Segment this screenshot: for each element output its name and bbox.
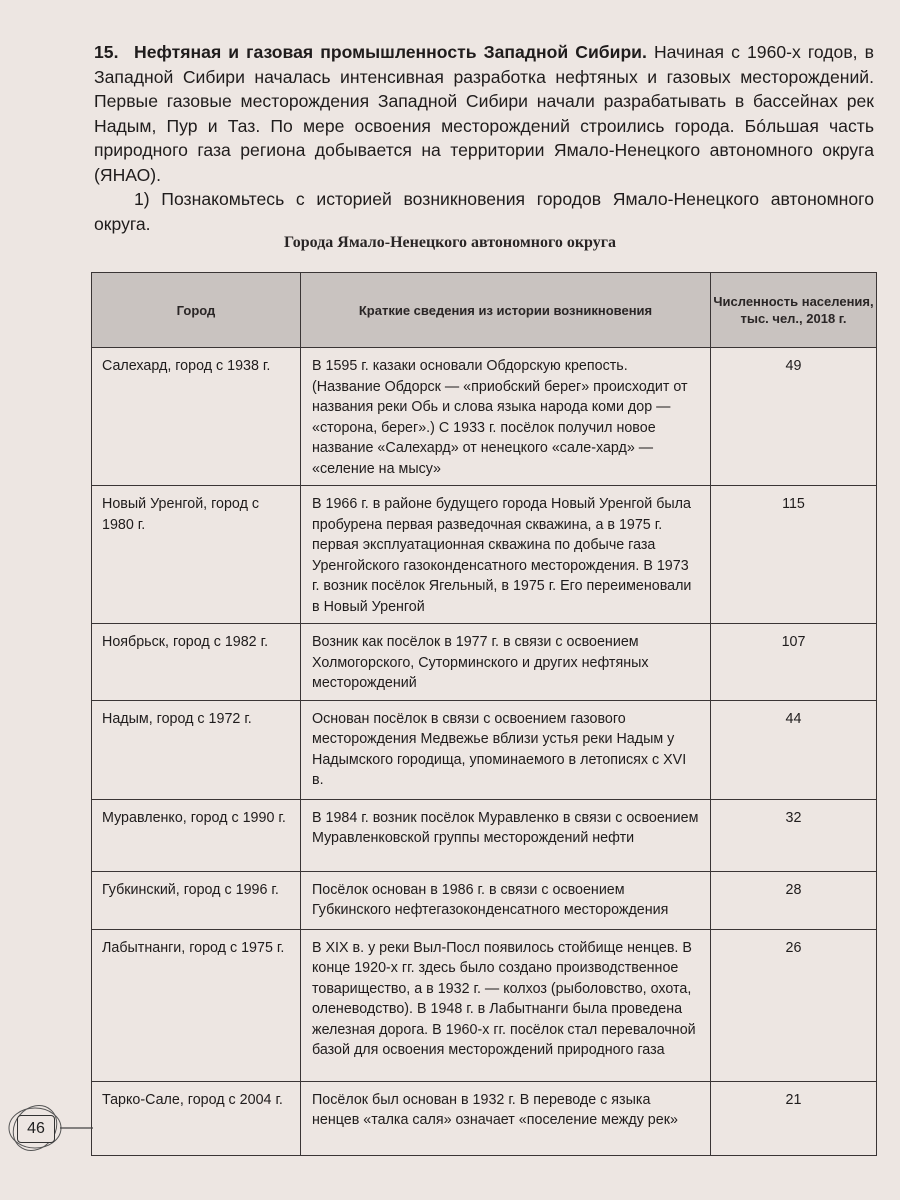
population-cell: 115	[711, 486, 877, 624]
population-cell: 26	[711, 929, 877, 1081]
history-cell: Основан посёлок в связи с освоением газового месторождения Медвежье вблизи устья реки Надым у Надымского городища, упоминаемого в летописях с XVI в.	[301, 700, 711, 799]
population-cell: 28	[711, 871, 877, 929]
history-cell: Посёлок был основан в 1932 г. В переводе с языка ненцев «талка саля» означает «поселение между рек»	[301, 1081, 711, 1155]
history-cell: В 1966 г. в районе будущего города Новый Уренгой была пробурена первая разведочная скважина, а в 1975 г. первая эксплуатационная скважина по добыче газа Уренгойского газоконденсатного месторождения. В 1973 г. возник посёлок Ягельный, в 1975 г. Его переименовали в Новый Уренгой	[301, 486, 711, 624]
table-row	[92, 1081, 877, 1155]
header-population: Численность населения, тыс. чел., 2018 г.	[711, 273, 877, 348]
history-cell: В 1595 г. казаки основали Обдорскую крепость. (Название Обдорск — «приобский берег» происходит от названия реки Обь и слова языка народа коми дор — «сторона, берег».) С 1933 г. посёлок получил новое название «Салехард» от ненецкого «сале-хард» — «селение на мысу»	[301, 348, 711, 486]
history-cell: В 1984 г. возник посёлок Муравленко в связи с освоением Муравленковской группы месторождений нефти	[301, 799, 711, 871]
city-cell: Лабытнанги, город с 1975 г.	[92, 929, 301, 1081]
city-cell: Муравленко, город с 1990 г.	[92, 799, 301, 871]
history-cell: Посёлок основан в 1986 г. в связи с освоением Губкинского нефтегазоконденсатного месторождения	[301, 871, 711, 929]
table-row	[92, 348, 877, 486]
table-caption: Города Ямало-Ненецкого автономного округа	[283, 234, 616, 251]
population-cell: 49	[711, 348, 877, 486]
table-header-row	[92, 273, 877, 348]
header-city: Город	[92, 273, 301, 348]
cities-table	[91, 272, 877, 1156]
city-cell: Ноябрьск, город с 1982 г.	[92, 624, 301, 701]
page-number: 46	[17, 1115, 55, 1143]
task-title: Нефтяная и газовая промышленность Западной Сибири.	[134, 42, 647, 62]
population-cell: 21	[711, 1081, 877, 1155]
population-cell: 107	[711, 624, 877, 701]
city-cell: Губкинский, город с 1996 г.	[92, 871, 301, 929]
table-row	[92, 486, 877, 624]
table-row	[92, 624, 877, 701]
table-row	[92, 871, 877, 929]
subtask-1: 1) Познакомьтесь с историей возникновения городов Ямало-Ненецкого автономного округа.	[94, 189, 874, 234]
task-paragraph	[94, 40, 874, 187]
city-cell: Тарко-Сале, город с 2004 г.	[92, 1081, 301, 1155]
task-number: 15.	[94, 42, 119, 62]
table-row	[92, 700, 877, 799]
population-cell: 32	[711, 799, 877, 871]
city-cell: Надым, город с 1972 г.	[92, 700, 301, 799]
table-row	[92, 929, 877, 1081]
header-history: Краткие сведения из истории возникновения	[301, 273, 711, 348]
city-cell: Салехард, город с 1938 г.	[92, 348, 301, 486]
task-15	[94, 40, 874, 236]
task-text: Начиная с 1960-х годов, в Западной Сибири началась интенсивная разработка нефтяных и газовых месторождений. Первые газовые месторождения Западной Сибири начали разрабатывать в бассейнах рек Надым, Пур и Таз. По мере освоения месторождений строились города. Бóльшая часть природного газа региона добывается на территории Ямало-Ненецкого автономного округа (ЯНАО).	[94, 42, 874, 185]
history-cell: В XIX в. у реки Выл-Посл появилось стойбище ненцев. В конце 1920-х гг. здесь было создано производственное товарищество, а в 1932 г. — колхоз (рыболовство, охота, оленеводство). В 1948 г. в Лабытнанги была проведена железная дорога. В 1960-х гг. посёлок стал перевалочной базой для освоения месторождений природного газа	[301, 929, 711, 1081]
history-cell: Возник как посёлок в 1977 г. в связи с освоением Холмогорского, Суторминского и других нефтяных месторождений	[301, 624, 711, 701]
table-row	[92, 799, 877, 871]
population-cell: 44	[711, 700, 877, 799]
city-cell: Новый Уренгой, город с 1980 г.	[92, 486, 301, 624]
